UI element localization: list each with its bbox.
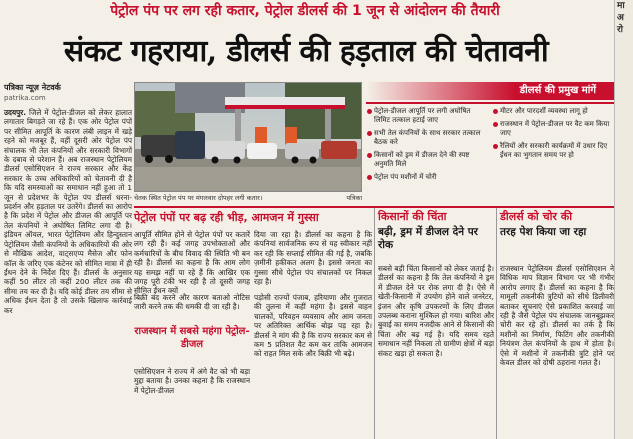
byline	[4, 82, 130, 108]
section2-col-c2: पड़ोसी राज्यों पंजाब, हरियाणा और गुजरात की तुलना में कहीं महंगा है। इससे वाहन चालकों, परिवहन व्यवसाय और आम जनता पर अतिरिक्त आर्थिक बोझ पड़ रहा है। डीलर्स ने मांग की है कि राज्य सरकार कम से कम 5 प्रतिशत वैट कम कर ताकि आमजन को राहत मिल सके और बिक्री भी बढ़े।	[254, 293, 372, 359]
byline-site: patrika.com	[4, 94, 46, 102]
lead-text: जिले में पेट्रोल-डीजल को लेकर हालात लगातार बिगड़ते जा रहे हैं। एक ओर पेट्रोल पंपों पर सीमित आपूर्ति के कारण लंबी लाइन में खड़े रहने को मजबूर हैं, वहीं दूसरी ओर पेट्रोल पंप संचालक भी तेल कंपनियों और सरकारी विभागों के दबाव से परेशान हैं। अब राजस्थान पेट्रोलियम डीलर्स एसोसिएशन ने राज्य सरकार और केंद्र सरकार के उच्च अधिकारियों को चेतावनी दी है कि यदि समस्याओं का समाधान नहीं हुआ तो 1 जून से प्रदेशभर के पेट्रोल पंप डीलर्स धरना-प्रदर्शन और हड़ताल पर उतरेंगे। डीलर्स का आरोप है कि प्रदेश में पेट्रोल और डीजल की आपूर्ति पर तेल कंपनियों ने अघोषित लिमिट लगा दी है। इंडियन ऑयल, भारत पेट्रोलियम और हिन्दुस्तान पेट्रोलियम जैसी कंपनियों के अधिकारियों की ओर से मौखिक आदेश, वाट्सएप्प मैसेज और फोन कॉल के जरिए एक कंटेनर को सीमित मात्रा में ही ईंधन देने के निर्देश दिए हैं। डीलर्स के अनुसार कहीं 50 लीटर तो कहीं 200 लीटर तक की सीमा तय कर दी है। यदि कोई डीलर तय सीमा से अधिक ईंधन देता है तो उसके खिलाफ कार्रवाई कर	[4, 108, 132, 315]
dateline: उदयपुर.	[4, 108, 27, 117]
demand-item: मीटर और पारदर्शी व्यवस्था लागू हो	[492, 107, 614, 116]
farmers-body: सबसे बड़ी चिंता किसानों को लेकर जताई है। डीलर्स का कहना है कि तेल कंपनियों ने ड्रम में डीजल देने पर रोक लगा दी है। ऐसे में खेती-किसानी में उपयोग होने वाले जनरेटर, इंजन और कृषि उपकरणों के लिए डीजल उपलब्ध कराना मुश्किल हो गया। बारिश और बुवाई का समय नजदीक आने से किसानों की चिंता और बढ़ गई है। यदि समय रहते समाधान नहीं निकला तो ग्रामीण क्षेत्रों में बड़ा संकट खड़ा हो सकता है।	[378, 264, 494, 358]
dealers-thief-body: राजस्थान पेट्रोलियम डीलर्स एसोसिएशन ने विधिक माप विज्ञान विभाग पर भी गंभीर आरोप लगाए हैं। डीलर्स का कहना है कि मामूली तकनीकी त्रुटियों को सीधे डिलीवरी बताकर सूचनाएं ऐसे प्रकाशित करवाई जा रही है जैसे पेट्रोल पंप संचालक जानबूझकर चोरी कर रहे हों। डीलर्स का तर्क है कि मशीनों का निर्माण, फिटिंग और तकनीकी नियंत्रण तेल कंपनियों के हाथ में होता है। ऐसे में मशीनों में तकनीकी त्रुटि होने पर केवल डीलर को दोषी ठहराना गलत है।	[500, 264, 614, 368]
news-photo	[134, 82, 362, 192]
adjacent-column-edge	[614, 0, 633, 439]
column-rule	[496, 208, 497, 439]
demands-box	[366, 102, 614, 206]
demand-item: सभी तेल कंपनियों के साथ सरकार तत्काल बैठक करे	[366, 129, 488, 147]
dealers-thief-headline: तरह पेश किया जा रहा	[500, 226, 587, 238]
section2-heading: पेट्रोल पंपों पर बढ़ रही भीड़, आमजन में गुस्सा	[134, 211, 319, 224]
demand-item: पेट्रोल-डीजल आपूर्ति पर लगी अघोषित लिमिट तत्काल हटाई जाए	[366, 107, 488, 125]
demand-item: रैलियों और सरकारी कार्यक्रमों में उधार दिए ईंधन का भुगतान समय पर हो	[492, 142, 614, 160]
demand-item: राजस्थान में पेट्रोल-डीजल पर वैट कम किया जाए	[492, 120, 614, 138]
expensive-fuel-subhead: राजस्थान में सबसे महंगा पेट्रोल-डीजल	[134, 326, 250, 350]
section2-col-b2: बिक्री बंद करने और कारण बताओ नोटिस जारी करने तक की धमकी दी जा रही है।	[134, 293, 250, 312]
lead-article	[4, 108, 132, 439]
column-rule	[374, 208, 375, 439]
section2-col-b: आपूर्ति सीमित होने से पेट्रोल पंपों पर कतारें लग रही हैं। कई जगह उपभोक्ताओं और कर्मचारियों के बीच विवाद की स्थिति भी बन रही है। डीलर्स का कहना है कि आम लोग यह समझ नहीं पा रहे हैं कि आखिर एक जगह पूरी टंकी भर रही है तो दूसरी जगह सीमित ईंधन क्यों	[134, 230, 250, 296]
section2-col-c: दिया जा रहा है। डीलर्स का कहना है कि कंपनियां सार्वजनिक रूप से यह स्वीकार नहीं कर रही कि सप्लाई सीमित की गई है, जबकि ज़मीनी हकीकत अलग है। इससे जनता का गुस्सा सीधे पेट्रोल पंप संचालकों पर निकल रहा है।	[254, 230, 372, 287]
demands-title: डीलर्स की प्रमुख मांगें	[366, 82, 614, 100]
edge-text-2: अ	[617, 13, 624, 23]
main-headline: संकट गहराया, डीलर्स की हड़ताल की चेतावनी	[63, 34, 549, 69]
photo-caption	[134, 193, 362, 203]
photo-caption-text: चेतक स्थित पेट्रोल पंप पर मंगलवार दोपहर लगी कतार।	[134, 194, 263, 202]
demands-right-column	[492, 107, 614, 164]
farmers-headline: बढ़ी, ड्रम में डीजल देने पर रोक	[378, 226, 478, 251]
section2-col-b3: एसोसिएशन ने राज्य में अंगे वैट को भी बड़ा मुद्दा बताया है। उनका कहना है कि राजस्थान में पेट्रोल-डीजल	[134, 367, 250, 395]
byline-name: पत्रिका न्यूज़ नेटवर्क	[4, 83, 61, 92]
demand-item: किसानों को ड्रम में डीजल देने की स्पष्ट अनुमति मिले	[366, 151, 488, 169]
dealers-thief-kicker: डीलर्स को चोर की	[500, 210, 573, 223]
edge-text-3: रो	[617, 25, 624, 35]
demand-item: पेट्रोल पंप मशीनों में चोरी	[366, 173, 488, 182]
demands-left-column	[366, 107, 488, 186]
petrol-pump-queue-image	[135, 83, 361, 191]
photo-credit: पत्रिका	[346, 194, 362, 202]
top-kicker: पेट्रोल पंप पर लग रही कतार, पेट्रोल डीलर्स की 1 जून से आंदोलन की तैयारी	[110, 3, 500, 19]
farmers-kicker: किसानों की चिंता	[378, 210, 447, 223]
edge-text-1: मा	[617, 1, 625, 11]
